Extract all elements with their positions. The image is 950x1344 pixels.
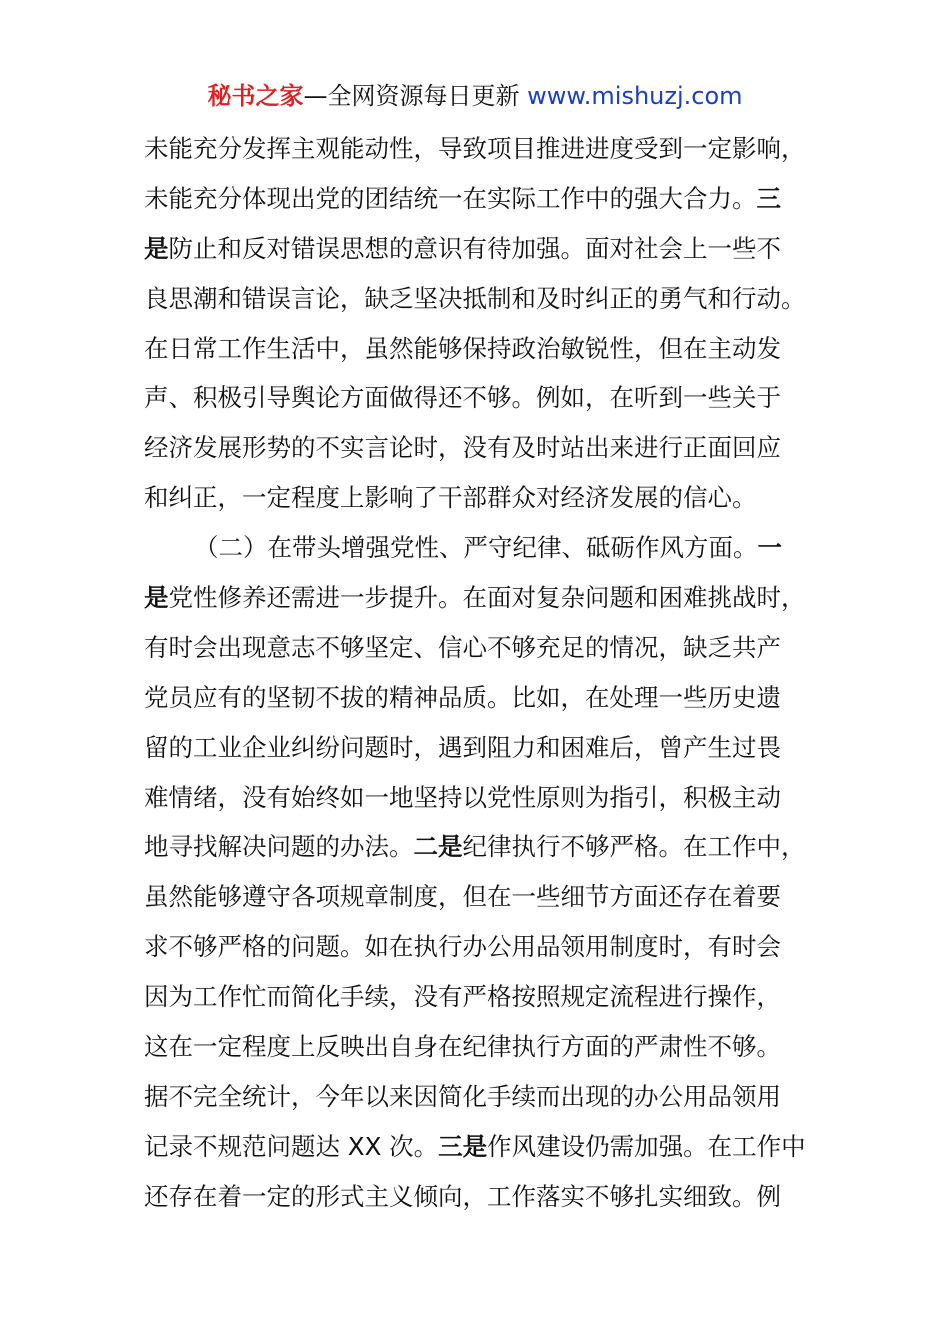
text-line [144, 174, 824, 224]
text-line [144, 673, 824, 723]
text-line [144, 373, 824, 423]
text-segment: 记录不规范问题达 XX 次。 [144, 1131, 439, 1161]
text-segment: 和纠正，一定程度上影响了干部群众对经济发展的信心。 [144, 483, 757, 513]
bold-text-segment: 三 [756, 183, 781, 213]
text-line [144, 473, 824, 523]
text-line [144, 573, 824, 623]
text-line [144, 1022, 824, 1072]
text-line [144, 523, 824, 573]
text-segment: 还存在着一定的形式主义倾向，工作落实不够扎实细致。例 [144, 1181, 781, 1211]
brand-name: 秘书之家 [207, 82, 304, 110]
text-segment: 留的工业企业纠纷问题时，遇到阻力和困难后，曾产生过畏 [144, 732, 781, 762]
bold-text-segment: 三是 [438, 1131, 488, 1161]
text-segment: 防止和反对错误思想的意识有待加强。面对社会上一些不 [168, 233, 781, 263]
text-line [144, 872, 824, 922]
text-segment: 难情绪，没有始终如一地坚持以党性原则为指引，积极主动 [144, 782, 781, 812]
text-line [144, 423, 824, 473]
text-segment: 党性修养还需进一步提升。在面对复杂问题和困难挑战时， [168, 583, 806, 613]
text-segment: （二）在带头增强党性、严守纪律、砥砺作风方面。 [194, 533, 758, 563]
text-segment: 未能充分体现出党的团结统一在实际工作中的强大合力。 [144, 183, 757, 213]
text-line [144, 1122, 824, 1172]
text-segment: 虽然能够遵守各项规章制度，但在一些细节方面还存在着要 [144, 882, 781, 912]
text-line [144, 1172, 824, 1222]
site-url-link[interactable]: www.mishuzj.com [527, 82, 743, 110]
text-line [144, 972, 824, 1022]
text-segment: 这在一定程度上反映出自身在纪律执行方面的严肃性不够。 [144, 1032, 781, 1062]
site-header [0, 80, 950, 112]
bold-text-segment: 是 [144, 583, 169, 613]
header-tagline: —全网资源每日更新 [303, 82, 528, 110]
text-segment: 因为工作忙而简化手续，没有严格按照规定流程进行操作， [144, 982, 781, 1012]
text-segment: 未能充分发挥主观能动性，导致项目推进进度受到一定影响， [144, 134, 806, 163]
text-line [144, 1072, 824, 1122]
text-line [144, 124, 824, 174]
text-segment: 在日常工作生活中，虽然能够保持政治敏锐性，但在主动发 [144, 333, 781, 363]
text-segment: 求不够严格的问题。如在执行办公用品领用制度时，有时会 [144, 932, 781, 962]
text-segment: 地寻找解决问题的办法。 [144, 832, 414, 862]
text-line [144, 723, 824, 773]
text-segment: 声、积极引导舆论方面做得还不够。例如，在听到一些关于 [144, 383, 781, 413]
text-line [144, 773, 824, 823]
text-line [144, 224, 824, 274]
text-segment: 良思潮和错误言论，缺乏坚决抵制和及时纠正的勇气和行动。 [144, 283, 806, 313]
text-segment: 纪律执行不够严格。在工作中， [462, 832, 806, 862]
text-line [144, 274, 824, 324]
text-segment: 经济发展形势的不实言论时，没有及时站出来进行正面回应 [144, 433, 781, 463]
text-line [144, 922, 824, 972]
text-segment: 有时会出现意志不够坚定、信心不够充足的情况，缺乏共产 [144, 632, 781, 662]
bold-text-segment: 一 [757, 533, 782, 563]
text-line [144, 822, 824, 872]
text-line [144, 623, 824, 673]
document-body [144, 124, 824, 1222]
bold-text-segment: 是 [144, 233, 169, 263]
text-segment: 作风建设仍需加强。在工作中 [487, 1131, 806, 1161]
text-segment: 据不完全统计，今年以来因简化手续而出现的办公用品领用 [144, 1081, 781, 1111]
text-segment: 党员应有的坚韧不拔的精神品质。比如，在处理一些历史遗 [144, 682, 781, 712]
bold-text-segment: 二是 [413, 832, 463, 862]
text-line [144, 324, 824, 374]
